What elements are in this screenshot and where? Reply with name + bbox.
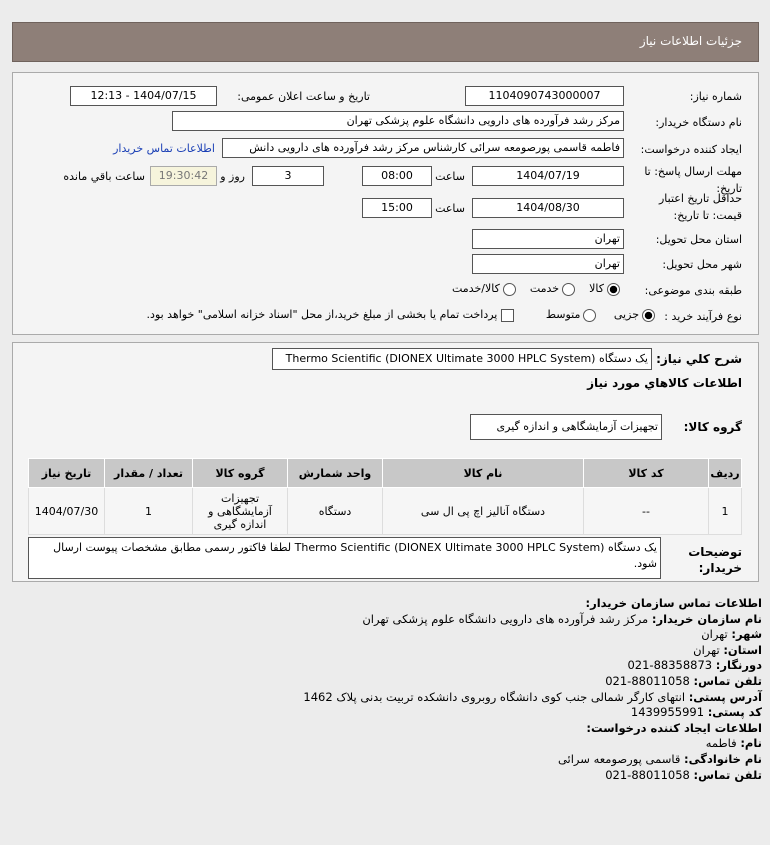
- page-title: جزئیات اطلاعات نیاز: [639, 34, 742, 48]
- cell-name: دستگاه آنالیز اچ پی ال سی: [383, 488, 584, 535]
- radio-checked-icon: [607, 283, 620, 296]
- city-label: شهر محل تحویل:: [662, 258, 742, 271]
- page-header: [12, 22, 759, 62]
- category-radio-group: [452, 282, 620, 296]
- remaining-label: ساعت باقي مانده: [63, 170, 145, 183]
- contact-line: تلفن تماس: 88011058-021: [605, 673, 762, 688]
- table-header-row: [29, 459, 742, 488]
- contact-line: نام خانوادگی: قاسمی پورصومعه سرائی: [557, 751, 762, 766]
- validity-time-label: ساعت: [435, 202, 465, 215]
- category-goods-service[interactable]: کالا/خدمت: [452, 282, 516, 295]
- need-number-label: شماره نیاز:: [689, 90, 742, 103]
- creator-label: ایجاد کننده درخواست:: [640, 143, 742, 156]
- goods-heading: اطلاعات کالاهاي مورد نياز: [587, 376, 742, 390]
- process-radio-group: [147, 308, 655, 322]
- goods-table: [28, 458, 742, 535]
- province-field[interactable]: تهران: [472, 229, 624, 249]
- table-row: [29, 488, 742, 535]
- remaining-time-field: 19:30:42: [150, 166, 217, 186]
- cell-date: 1404/07/30: [29, 488, 105, 535]
- col-date: تاریخ نیاز: [29, 459, 105, 488]
- col-group: گروه کالا: [193, 459, 288, 488]
- creator-field[interactable]: فاطمه قاسمی پورصومعه سرائی کارشناس مرکز رشد فرآورده های دارویی دانش: [222, 138, 624, 158]
- province-label: استان محل تحویل:: [655, 233, 742, 246]
- radio-checked-icon: [642, 309, 655, 322]
- col-row: ردیف: [709, 459, 742, 488]
- process-label: نوع فرآیند خرید :: [664, 310, 742, 323]
- cell-row: 1: [709, 488, 742, 535]
- deadline-date-field[interactable]: 1404/07/19: [472, 166, 624, 186]
- summary-field[interactable]: یک دستگاه Thermo Scientific (DIONEX Ultimate 3000 HPLC System): [272, 348, 652, 370]
- contact-line: دورنگار: 88358873-021: [627, 658, 762, 673]
- radio-icon: [503, 283, 516, 296]
- days-field[interactable]: 3: [252, 166, 324, 186]
- validity-time-field[interactable]: 15:00: [362, 198, 432, 218]
- deadline-time-field[interactable]: 08:00: [362, 166, 432, 186]
- group-field[interactable]: تجهیزات آزمایشگاهی و اندازه گیری: [470, 414, 662, 440]
- radio-icon: [583, 309, 596, 322]
- cell-unit: دستگاه: [288, 488, 383, 535]
- col-code: کد کالا: [584, 459, 709, 488]
- days-label: روز و: [220, 170, 245, 183]
- announce-field[interactable]: 1404/07/15 - 12:13: [70, 86, 217, 106]
- cell-code: --: [584, 488, 709, 535]
- summary-label: شرح کلي نياز:: [656, 352, 742, 366]
- validity-date-field[interactable]: 1404/08/30: [472, 198, 624, 218]
- col-qty: تعداد / مقدار: [105, 459, 193, 488]
- contact-line: شهر: تهران: [701, 627, 762, 642]
- validity-label: حداقل تاریخ اعتبار قیمت: تا تاریخ:: [658, 192, 742, 222]
- col-name: نام کالا: [383, 459, 584, 488]
- contact-line: تلفن تماس: 88011058-021: [605, 767, 762, 782]
- contact-line: نام: فاطمه: [705, 736, 762, 751]
- deadline-label: مهلت ارسال پاسخ: تا تاریخ:: [644, 165, 742, 195]
- radio-icon: [562, 283, 575, 296]
- col-unit: واحد شمارش: [288, 459, 383, 488]
- contact-line: استان: تهران: [693, 642, 762, 657]
- announce-label: تاریخ و ساعت اعلان عمومی:: [237, 90, 370, 103]
- cell-qty: 1: [105, 488, 193, 535]
- checkbox-icon: [501, 309, 514, 322]
- cell-group: تجهیزات آزمایشگاهی و اندازه گیری: [193, 488, 288, 535]
- category-label: طبقه بندی موضوعی:: [644, 284, 742, 297]
- payment-checkbox[interactable]: پرداخت تمام یا بخشی از مبلغ خرید،از محل "اسناد خزانه اسلامی" خواهد بود.: [147, 308, 515, 321]
- contact-line: کد پستی: 1439955991: [630, 705, 762, 720]
- contact-line: اطلاعات ایجاد کننده درخواست:: [586, 720, 762, 735]
- contact-info: [303, 596, 762, 783]
- contact-line: نام سازمان خریدار: مرکز رشد فرآورده های دارویی دانشگاه علوم پزشکی تهران: [362, 611, 762, 626]
- buyer-label: نام دستگاه خریدار:: [655, 116, 742, 129]
- process-medium[interactable]: متوسط: [546, 308, 597, 321]
- city-field[interactable]: تهران: [472, 254, 624, 274]
- notes-field: یک دستگاه Thermo Scientific (DIONEX Ultimate 3000 HPLC System) لطفا فاکتور رسمی مطابق مشخصات پیوست ارسال شود.: [28, 537, 661, 579]
- category-service[interactable]: خدمت: [530, 282, 575, 295]
- category-goods[interactable]: کالا: [589, 282, 620, 295]
- notes-label: توضیحات خریدار:: [688, 545, 742, 575]
- contact-line: آدرس پستی: انتهای کارگر شمالی جنب کوی دانشگاه روبروی دانشکده تربیت بدنی پلاک 1462: [303, 689, 762, 704]
- buyer-contact-link[interactable]: اطلاعات تماس خریدار: [113, 142, 215, 155]
- group-label: گروه کالا:: [683, 420, 742, 434]
- buyer-field[interactable]: مرکز رشد فرآورده های دارویی دانشگاه علوم پزشکی تهران: [172, 111, 624, 131]
- process-minor[interactable]: جزیی: [614, 308, 655, 321]
- need-number-field[interactable]: 1104090743000007: [465, 86, 624, 106]
- contact-line: اطلاعات تماس سازمان خریدار:: [585, 596, 762, 610]
- time-label: ساعت: [435, 170, 465, 183]
